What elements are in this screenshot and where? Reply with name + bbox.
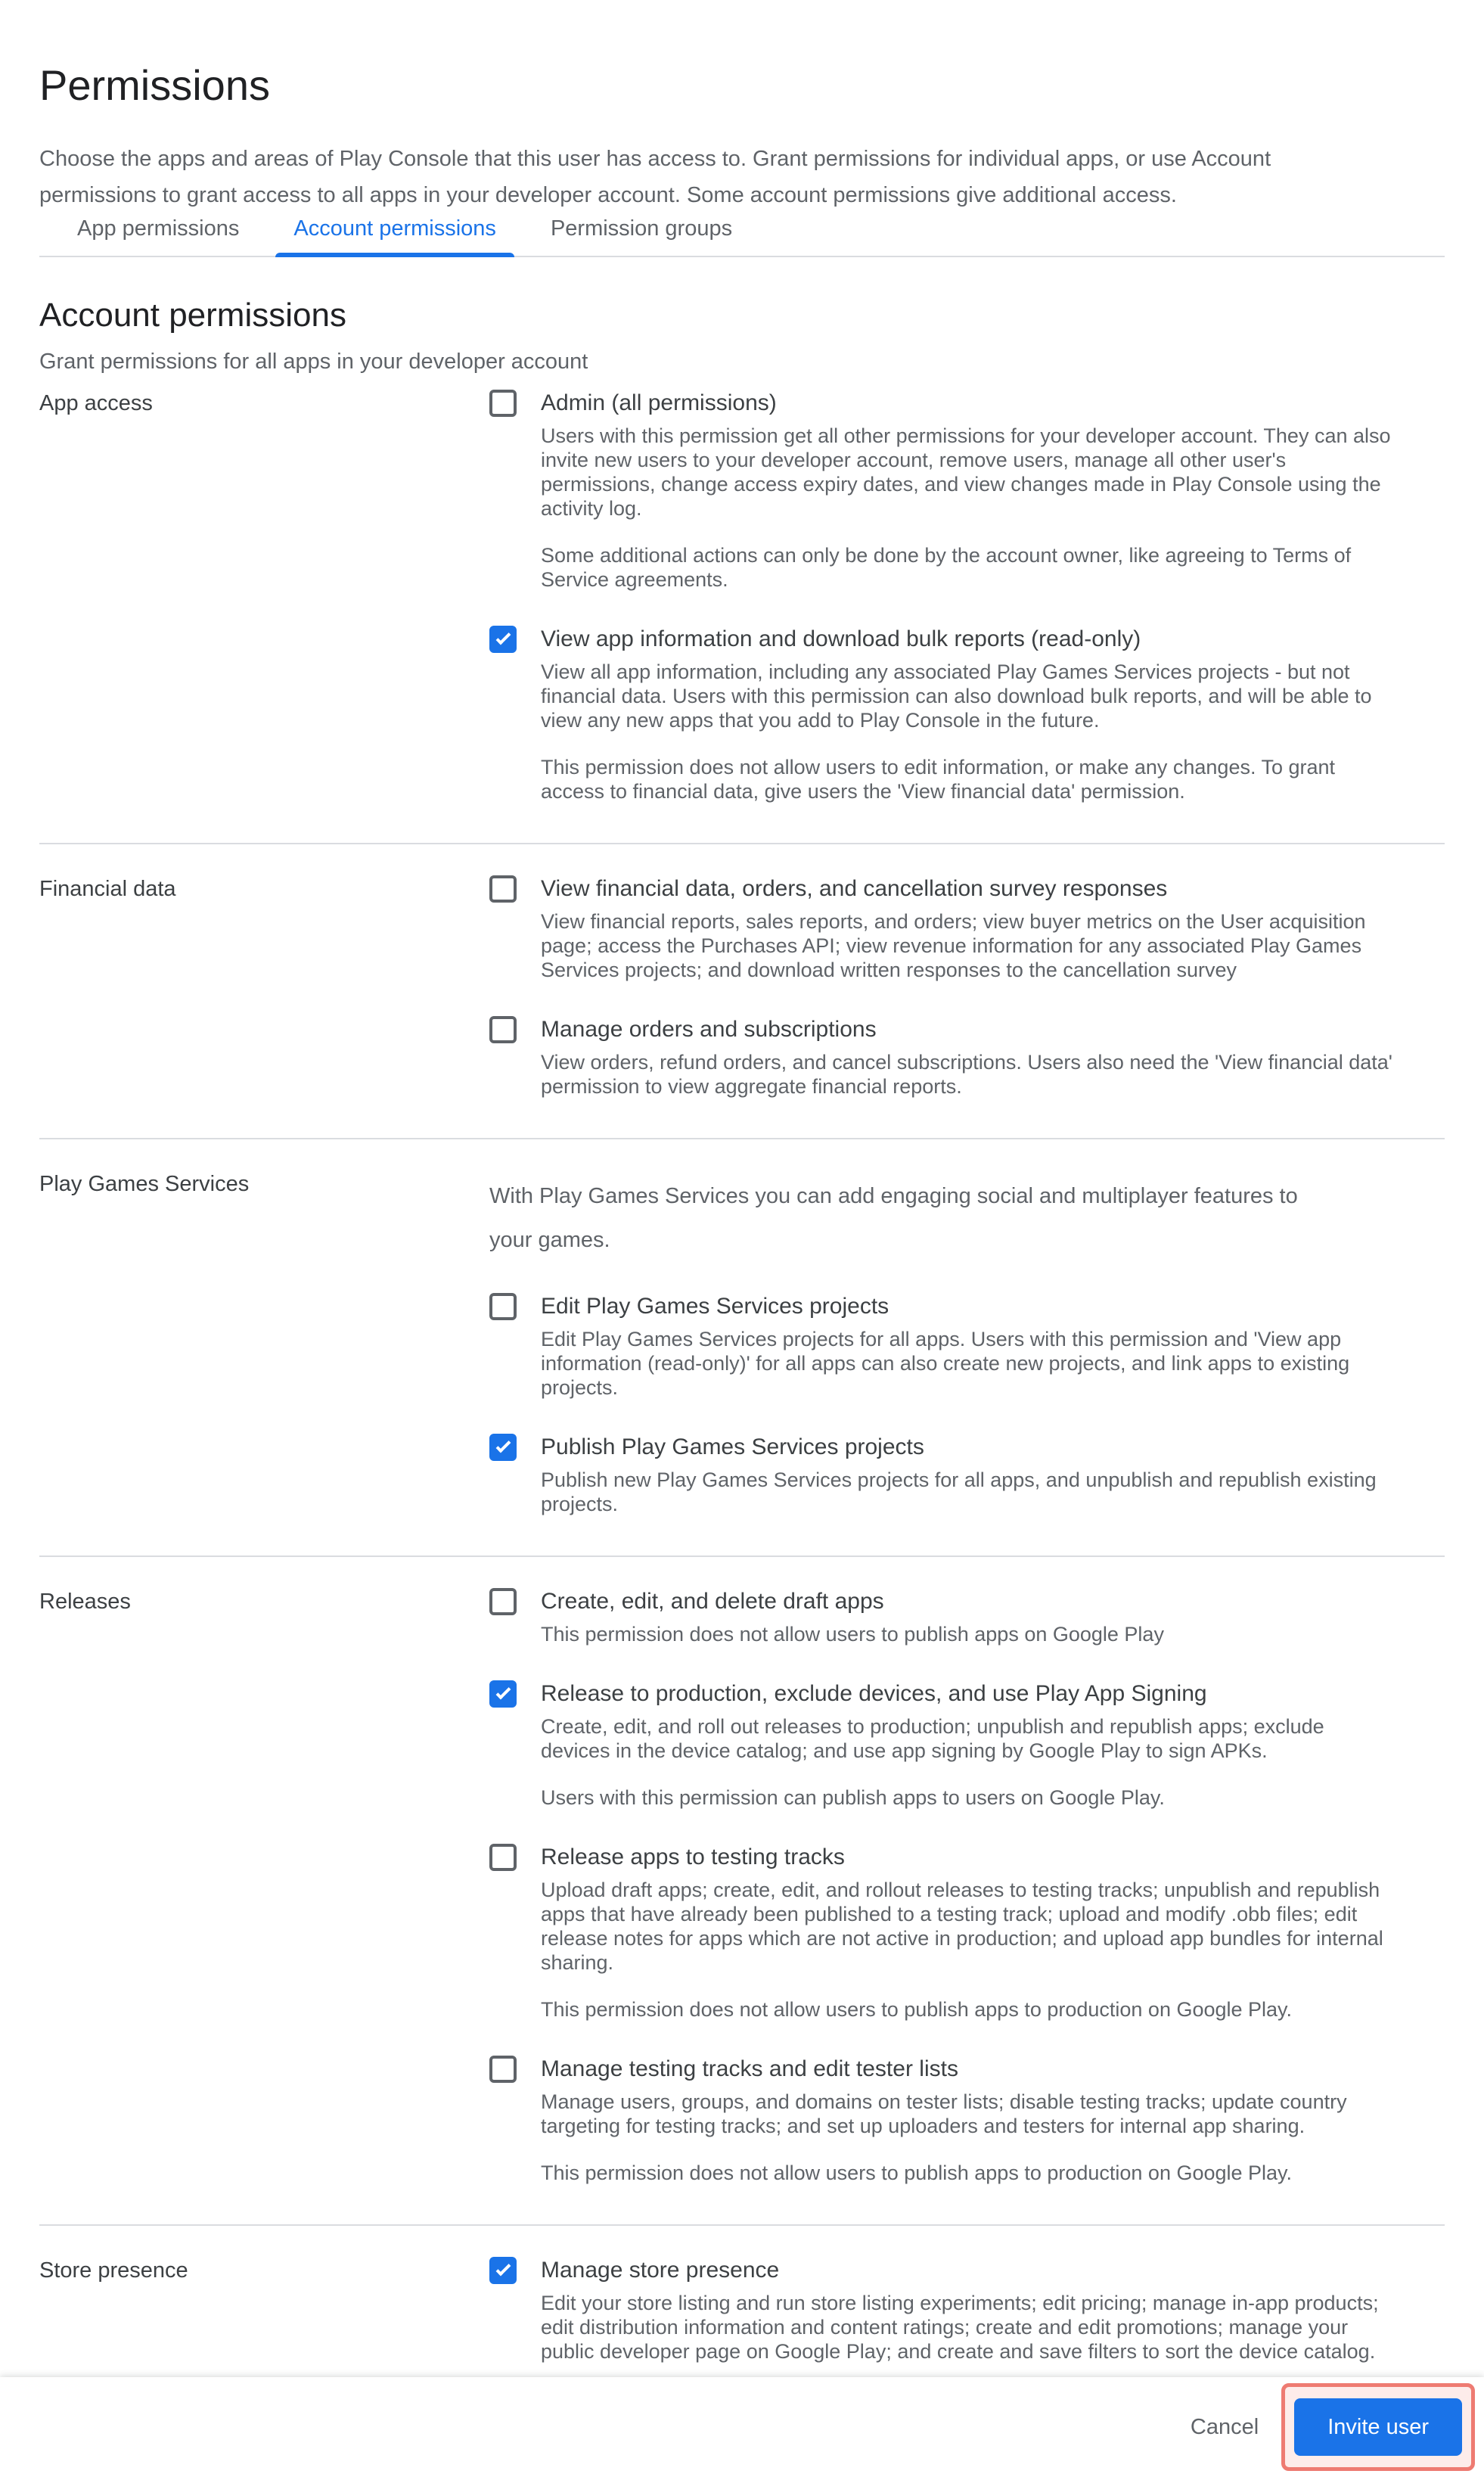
- permission-item: [489, 875, 1445, 982]
- permission-label[interactable]: Publish Play Games Services projects: [541, 1434, 924, 1459]
- permission-description: Edit Play Games Services projects for all apps. Users with this permission and 'View app information (read-only)' for all apps can also create new projects, and link apps to existing projects.: [541, 1328, 1350, 1399]
- permission-item: [489, 2256, 1445, 2364]
- checkbox[interactable]: [489, 2056, 517, 2083]
- permission-description: Edit your store listing and run store listing experiments; edit pricing; manage in-app products; edit distribution information and content ratings; create and edit promotions; manage your public developer page on Google Play; and create and save filters to sort the device catalog.: [541, 2292, 1379, 2363]
- checkbox[interactable]: [489, 2257, 517, 2284]
- tab-bar: [39, 213, 1445, 257]
- item-body: [541, 1292, 1396, 1400]
- permission-label[interactable]: View app information and download bulk reports (read-only): [541, 626, 1141, 651]
- group-label: Releases: [39, 1590, 131, 1614]
- checkmark-icon: [496, 630, 511, 645]
- group-label: Play Games Services: [39, 1172, 250, 1196]
- permission-description: View financial reports, sales reports, and orders; view buyer metrics on the User acquisition page; access the Purchases API; view revenue information for any associated Play Games Services projects; and download written responses to the cancellation survey: [541, 910, 1366, 981]
- group-content: [489, 875, 1445, 1099]
- permission-group: [39, 1556, 1445, 2185]
- permission-description: This permission does not allow users to publish apps on Google Play: [541, 1623, 1164, 1646]
- group-content: [489, 2256, 1445, 2364]
- group-intro: With Play Games Services you can add engaging social and multiplayer features to your games.: [489, 1184, 1298, 1252]
- page-intro: Choose the apps and areas of Play Console that this user has access to. Grant permissions for individual apps, or use Account permissions to grant access to all apps in your developer account. Some account permissions give additional access.: [39, 147, 1271, 207]
- permission-group: [39, 389, 1445, 803]
- group-content: [489, 1170, 1445, 1516]
- permission-item: [489, 2055, 1445, 2185]
- permissions-page: [0, 62, 1484, 2364]
- permission-groups: [39, 389, 1445, 2364]
- permission-label[interactable]: View financial data, orders, and cancellation survey responses: [541, 876, 1168, 901]
- permission-description: View orders, refund orders, and cancel subscriptions. Users also need the 'View financial data' permission to view aggregate financial reports.: [541, 1051, 1392, 1098]
- checkbox[interactable]: [489, 390, 517, 417]
- permission-item: [489, 625, 1445, 803]
- permission-description: Some additional actions can only be done by the account owner, like agreeing to Terms of Service agreements.: [541, 544, 1352, 591]
- tab-account-permissions[interactable]: Account permissions: [275, 213, 514, 256]
- permission-item: [489, 1433, 1445, 1516]
- group-label: Store presence: [39, 2258, 188, 2283]
- section-subheading: Grant permissions for all apps in your developer account: [39, 350, 588, 374]
- permission-description: Publish new Play Games Services projects for all apps, and unpublish and republish existing projects.: [541, 1468, 1377, 1515]
- checkbox[interactable]: [489, 1588, 517, 1615]
- permission-description: This permission does not allow users to publish apps to production on Google Play.: [541, 2162, 1293, 2184]
- permission-label[interactable]: Manage testing tracks and edit tester lists: [541, 2056, 958, 2081]
- checkbox[interactable]: [489, 1434, 517, 1461]
- permission-label[interactable]: Release to production, exclude devices, and use Play App Signing: [541, 1681, 1207, 1706]
- checkbox[interactable]: [489, 1844, 517, 1871]
- permission-item: [489, 1680, 1445, 1810]
- checkmark-icon: [496, 2261, 511, 2277]
- permission-description: View all app information, including any associated Play Games Services projects - but not financial data. Users with this permission can also download bulk reports, and will be able to view any new apps that you add to Play Console in the future.: [541, 660, 1372, 732]
- item-body: [541, 1015, 1396, 1099]
- permission-item: [489, 389, 1445, 592]
- tab-app-permissions[interactable]: App permissions: [59, 213, 257, 256]
- item-body: [541, 1843, 1396, 2022]
- permission-description: Users with this permission get all other permissions for your developer account. They can also invite new users to your developer account, remove users, manage all other user's permissions, change access expiry dates, and view changes made in Play Console using the activity log.: [541, 424, 1391, 520]
- checkbox[interactable]: [489, 626, 517, 653]
- permission-label[interactable]: Edit Play Games Services projects: [541, 1294, 889, 1319]
- item-body: [541, 2256, 1396, 2364]
- checkbox[interactable]: [489, 875, 517, 903]
- tab-permission-groups[interactable]: Permission groups: [532, 213, 750, 256]
- checkmark-icon: [496, 1685, 511, 1700]
- permission-label[interactable]: Admin (all permissions): [541, 390, 777, 415]
- page-title: Permissions: [39, 61, 270, 109]
- permission-description: Users with this permission can publish apps to users on Google Play.: [541, 1786, 1165, 1809]
- invite-user-button[interactable]: Invite user: [1294, 2398, 1462, 2456]
- checkmark-icon: [496, 1438, 511, 1453]
- group-label: Financial data: [39, 877, 176, 901]
- item-body: [541, 1587, 1164, 1646]
- permission-label[interactable]: Release apps to testing tracks: [541, 1845, 845, 1869]
- permission-description: Upload draft apps; create, edit, and rollout releases to testing tracks; unpublish and republish apps that have already been published to a testing track; upload and modify .obb files; edit release notes for apps which are not active in production; and upload app bundles for internal sharing.: [541, 1879, 1383, 1974]
- group-content: [489, 1587, 1445, 2185]
- group-content: [489, 389, 1445, 803]
- checkbox[interactable]: [489, 1680, 517, 1708]
- permission-description: Manage users, groups, and domains on tester lists; disable testing tracks; update country targeting for testing tracks; and set up uploaders and testers for internal app sharing.: [541, 2090, 1347, 2137]
- checkbox[interactable]: [489, 1293, 517, 1320]
- permission-description: This permission does not allow users to edit information, or make any changes. To grant access to financial data, give users the 'View financial data' permission.: [541, 756, 1336, 803]
- highlight-annotation: [1281, 2383, 1475, 2471]
- item-body: [541, 1680, 1396, 1810]
- section-heading: Account permissions: [39, 297, 346, 334]
- permission-label[interactable]: Create, edit, and delete draft apps: [541, 1589, 884, 1614]
- item-body: [541, 625, 1396, 803]
- permission-group: [39, 2224, 1445, 2364]
- item-body: [541, 1433, 1396, 1516]
- item-body: [541, 875, 1396, 982]
- checkbox[interactable]: [489, 1016, 517, 1043]
- permission-description: Create, edit, and roll out releases to production; unpublish and republish apps; exclude devices in the device catalog; and use app signing by Google Play to sign APKs.: [541, 1715, 1324, 1762]
- permission-item: [489, 1843, 1445, 2022]
- permission-item: [489, 1292, 1445, 1400]
- permission-description: This permission does not allow users to publish apps to production on Google Play.: [541, 1998, 1293, 2021]
- permission-label[interactable]: Manage store presence: [541, 2258, 780, 2283]
- cancel-button[interactable]: Cancel: [1172, 2403, 1277, 2452]
- permission-item: [489, 1015, 1445, 1099]
- permission-group: [39, 1138, 1445, 1516]
- permission-item: [489, 1587, 1445, 1646]
- item-body: [541, 389, 1396, 592]
- footer-bar: [0, 2377, 1484, 2477]
- permission-label[interactable]: Manage orders and subscriptions: [541, 1017, 877, 1042]
- permission-group: [39, 843, 1445, 1099]
- item-body: [541, 2055, 1396, 2185]
- group-label: App access: [39, 391, 153, 415]
